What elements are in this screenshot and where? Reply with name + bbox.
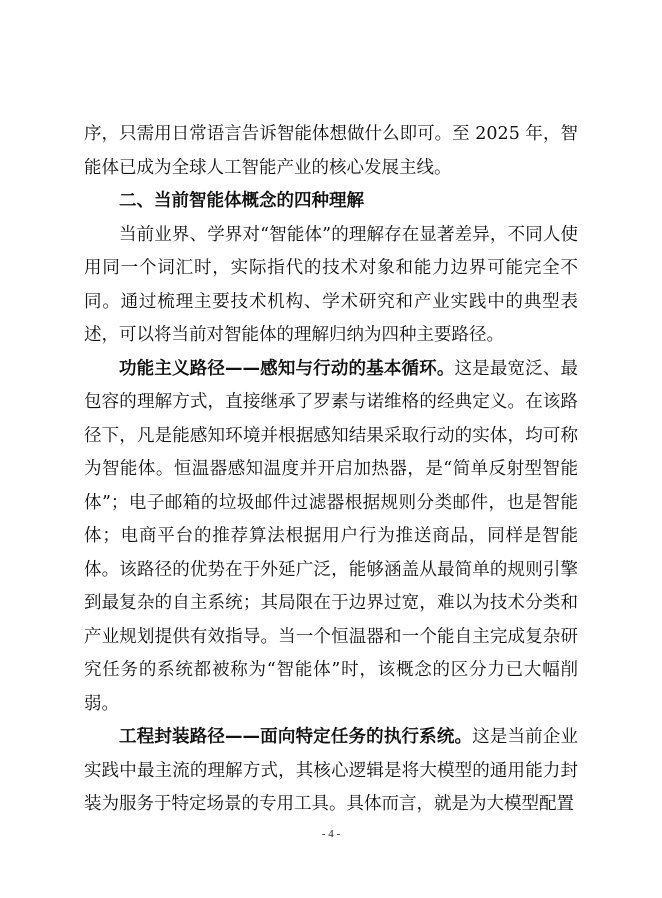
- paragraph-body-engineering: 这是当前企业实践中最主流的理解方式，其核心逻辑是将大模型的通用能力封装为服务于特定场景的专用工具。具体而言，就是为大模型配置: [84, 727, 579, 814]
- document-page: [84, 118, 578, 822]
- paragraph-body-functionalism: 这是最宽泛、最包容的理解方式，直接继承了罗素与诺维格的经典定义。在该路径下，凡是能感知环境并根据感知结果采取行动的实体，均可称为智能体。恒温器感知温度并开启加热器，是“简单反射型智能体”；电子邮箱的垃圾邮件过滤器根据规则分类邮件，也是智能体；电商平台的推荐算法根据用户行为推送商品，同样是智能体。该路径的优势在于外延广泛，能够涵盖从最简单的规则引擎到最复杂的自主系统；其局限在于边界过宽，难以为技术分类和产业规划提供有效指导。当一个恒温器和一个能自主完成复杂研究任务的系统都被称为“智能体”时，该概念的区分力已大幅削弱。: [84, 358, 578, 714]
- paragraph-functionalism: [84, 353, 578, 722]
- page-number: - 4 -: [321, 828, 341, 840]
- paragraph-continuation: 序，只需用日常语言告诉智能体想做什么即可。至 2025 年，智能体已成为全球人工智能产业的核心发展主线。: [84, 124, 578, 178]
- paragraph-engineering: [84, 721, 578, 822]
- paragraph-intro: 当前业界、学界对“智能体”的理解存在显著差异，不同人使用同一个词汇时，实际指代的技术对象和能力边界可能完全不同。通过梳理主要技术机构、学术研究和产业实践中的典型表述，可以将当前对智能体的理解归纳为四种主要路径。: [84, 224, 578, 345]
- paragraph-lead-engineering: 工程封装路径——面向特定任务的执行系统。: [119, 727, 473, 747]
- paragraph-lead-functionalism: 功能主义路径——感知与行动的基本循环。: [119, 358, 455, 379]
- section-heading: 二、当前智能体概念的四种理解: [119, 191, 364, 211]
